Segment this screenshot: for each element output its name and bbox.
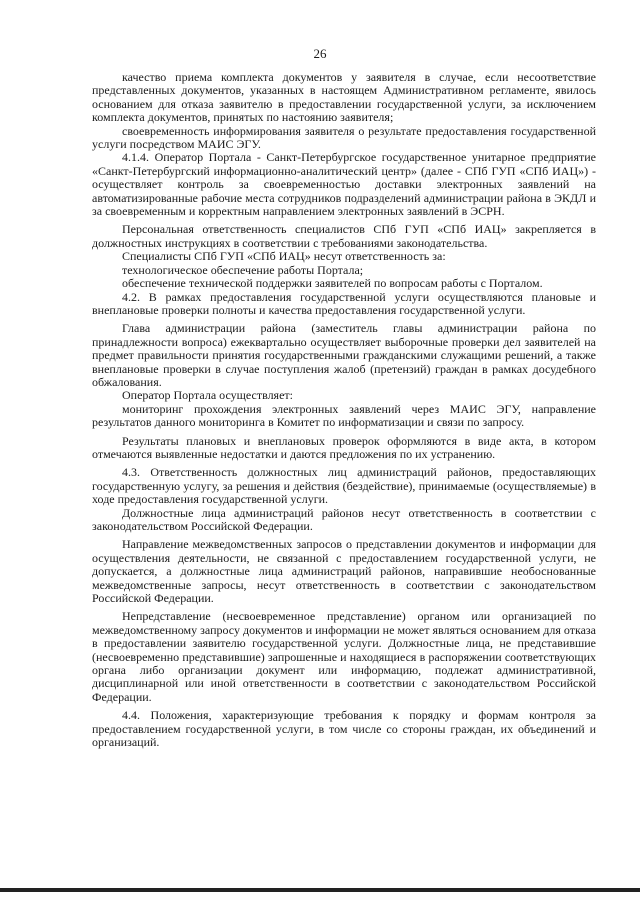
paragraph-tech-support-portal: технологическое обеспечение работы Портала; [122, 262, 364, 277]
paragraph-specialists-responsible: Специалисты СПб ГУП «СПб ИАЦ» несут ответственность за: [122, 249, 446, 264]
paragraph-inspection-results: Результаты плановых и внеплановых проверок оформляются в виде акта, в котором отмечаются выявленные недостатки и даются предложения по их устранению. [92, 433, 596, 461]
paragraph-portal-operator: Оператор Портала осуществляет: [122, 388, 293, 403]
paragraph-personal-responsibility: Персональная ответственность специалистов СПб ГУП «СПб ИАЦ» закрепляется в должностных инструкциях в соответствии с требованиями законодательства. [92, 222, 596, 250]
paragraph-4-4: 4.4. Положения, характеризующие требования к порядку и формам контроля за предоставлением государственной услуги, в том числе со стороны граждан, их объединений и организаций. [92, 708, 596, 750]
paragraph-intake-quality: качество приема комплекта документов у заявителя в случае, если несоответствие представленных документов, указанных в настоящем Административном регламенте, явилось основанием для отказа заявителю в предоставлении государственной услуги, за исключением комплекта документов, принятых по настоянию заявителя; [92, 70, 596, 125]
paragraph-head-of-administration: Глава администрации района (заместитель главы администрации района по принадлежности вопроса) ежеквартально осуществляет выборочные проверки дел заявителей на предмет правильности принятия государственными гражданскими служащими решений, а также внеплановые проверки в случае поступления жалоб (претензий) граждан в рамках досудебного обжалования. [92, 321, 596, 389]
scan-bottom-edge [0, 888, 640, 892]
paragraph-4-1-4: 4.1.4. Оператор Портала - Санкт-Петербургское государственное унитарное предприятие «Санкт-Петербургский информационно-аналитический центр» (далее - СПб ГУП «СПб ИАЦ») - осуществляет контроль за своевременностью доставки электронных заявлений на автоматизированные рабочие места сотрудников подразделений администрации района в ЭКДЛ и за своевременным и корректным направлением электронных заявлений в ЭСРН. [92, 150, 596, 219]
paragraph-officials-responsible: Должностные лица администраций районов несут ответственность в соответствии с законодательством Российской Федерации. [92, 505, 596, 533]
paragraph-user-support: обеспечение технической поддержки заявителей по вопросам работы с Порталом. [122, 276, 543, 291]
paragraph-4-2: 4.2. В рамках предоставления государственной услуги осуществляются плановые и внеплановые проверки полноты и качества предоставления государственной услуги. [92, 289, 596, 317]
paragraph-monitoring: мониторинг прохождения электронных заявлений через МАИС ЭГУ, направление результатов данного мониторинга в Комитет по информатизации и связи по запросу. [92, 401, 596, 430]
document-body [92, 71, 596, 750]
paragraph-4-3: 4.3. Ответственность должностных лиц администраций районов, предоставляющих государственную услугу, за решения и действия (бездействие), принимаемые (осуществляемые) в ходе предоставления государственной услуги. [92, 465, 596, 507]
paragraph-interagency-requests: Направление межведомственных запросов о представлении документов и информации для осуществления деятельности, не связанной с предоставлением государственной услуги, не допускается, а должностные лица администраций районов, направившие необоснованные межведомственные запросы, несут ответственность в соответствии с законодательством Российской Федерации. [92, 537, 596, 606]
paragraph-non-submission: Непредставление (несвоевременное представление) органом или организацией по межведомственному запросу документов и информации не может являться основанием для отказа в предоставлении заявителю государственной услуги. Должностные лица, не представившие (несвоевременно представившие) запрошенные и находящиеся в распоряжении соответствующих органа либо организации документ или информацию, подлежат административной, дисциплинарной или иной ответственности в соответствии с законодательством Российской Федерации. [92, 609, 596, 704]
paragraph-timely-informing: своевременность информирования заявителя о результате предоставления государственной услуги посредством МАИС ЭГУ. [92, 123, 596, 152]
page-number: 26 [313, 46, 327, 61]
